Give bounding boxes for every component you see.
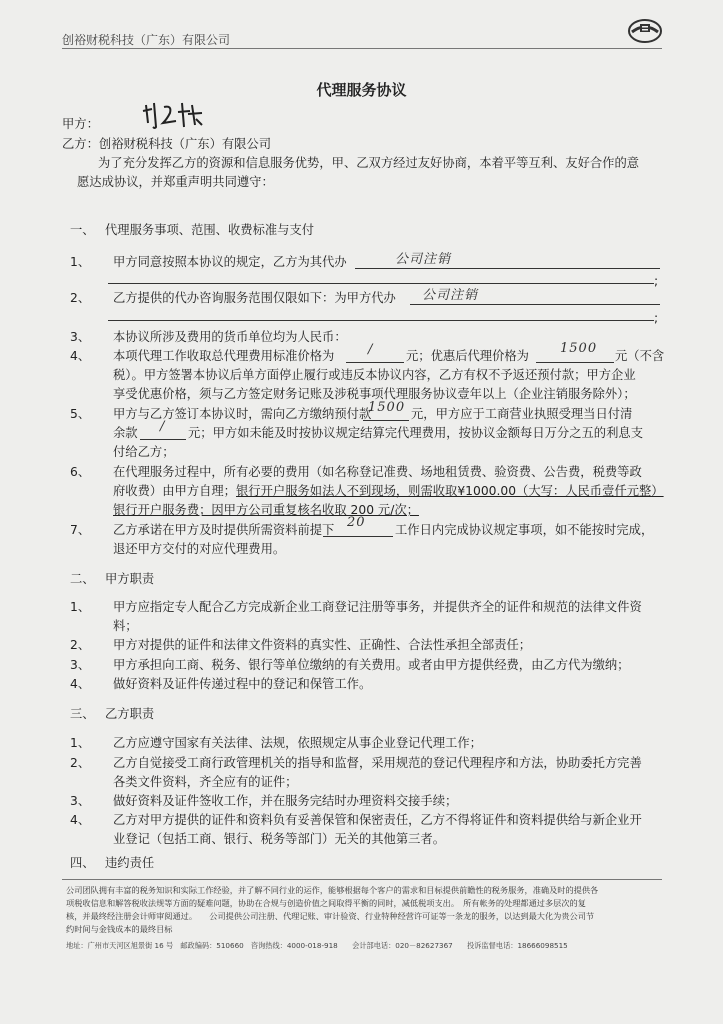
item-end-mark: ;: [654, 311, 659, 325]
item-number: 4、: [70, 677, 91, 691]
section-2-number: 二、: [70, 572, 95, 586]
item-number: 3、: [70, 330, 91, 344]
fill-in-line: [363, 420, 409, 421]
item-text-part: 工作日内完成协议规定事项，如不能按时完成，: [395, 523, 654, 537]
handwritten-entry: 1500: [560, 341, 598, 356]
footer-contact: 地址：广州市天河区旭景街 16 号 邮政编码：510660 咨询热线：4000-018-918 会计部电话：020－82627367 投诉监督电话：18666098515: [66, 941, 568, 950]
footer-divider: [62, 879, 662, 880]
section-3-title: 乙方职责: [105, 707, 155, 721]
fill-in-line: [355, 268, 660, 269]
section-1-number: 一、: [70, 223, 95, 237]
section-2-title: 甲方职责: [105, 572, 155, 586]
item-text: 料；: [113, 619, 138, 633]
handwritten-entry: 公司注销: [422, 288, 479, 303]
header-divider: [62, 48, 662, 49]
item-text: 做好资料及证件传递过程中的登记和保管工作。: [113, 677, 372, 691]
fill-in-line: [536, 362, 614, 363]
handwritten-entry: /: [160, 419, 166, 434]
item-number: 1、: [70, 736, 91, 750]
fill-in-line: [410, 304, 660, 305]
section-1-title: 代理服务事项、范围、收费标准与支付: [105, 223, 315, 237]
item-number: 1、: [70, 600, 91, 614]
intro-line-1: 为了充分发挥乙方的资源和信息服务优势，甲、乙双方经过友好协商，本着平等互利、友好合作的意: [98, 156, 640, 170]
underlined-clause: 银行开户服务费；因甲方公司重复核名收取 200 元/次；: [113, 503, 419, 517]
item-number: 2、: [70, 756, 91, 770]
underlined-clause: 银行开户服务如法人不到现场，则需收取¥1000.00（大写：人民币壹仟元整）: [236, 484, 664, 498]
item-number: 3、: [70, 658, 91, 672]
item-text-part: 元；甲方如未能及时按协议规定结算完代理费用，按协议金额每日万分之五的利息支: [188, 426, 643, 440]
item-number: 4、: [70, 349, 91, 363]
handwritten-entry: /: [368, 342, 374, 357]
item-text: 业登记（包括工商、银行、税务等部门）无关的其他第三者。: [113, 832, 446, 846]
footer-text-line: 约时间与金钱成本的最终目标: [66, 924, 173, 934]
item-text: 乙方对甲方提供的证件和资料负有妥善保管和保密责任，乙方不得将证件和资料提供给与新企业开: [113, 813, 642, 827]
item-text-part: 元（不含: [615, 349, 665, 363]
intro-line-2: 愿达成协议，并郑重声明共同遵守：: [77, 175, 274, 189]
item-number: 5、: [70, 407, 91, 421]
item-text-part: 元，甲方应于工商营业执照受理当日付清: [411, 407, 633, 421]
item-number: 4、: [70, 813, 91, 827]
handwritten-entry: 公司注销: [395, 252, 452, 267]
footer-text-line: 核，并最终经注册会计师审阅通过。 公司提供公司注册、代理记账、审计验资、行业特种经营许可证等一条龙的服务，以达到最大化为贵公司节: [66, 911, 595, 921]
item-text: 甲方同意按照本协议的规定，乙方为其代办: [113, 255, 347, 269]
item-text: 甲方对提供的证件和法律文件资料的真实性、正确性、合法性承担全部责任；: [113, 638, 532, 652]
header-company-name: 创裕财税科技（广东）有限公司: [62, 33, 231, 47]
handwritten-entry: 1500: [368, 400, 406, 415]
fill-in-line: [108, 283, 654, 284]
item-text: 乙方自觉接受工商行政管理机关的指导和监督，采用规范的登记代理程序和方法，协助委托方完善: [113, 756, 642, 770]
item-text: 做好资料及证件签收工作，并在服务完结时办理资料交接手续；: [113, 794, 458, 808]
fill-in-line: [346, 362, 404, 363]
item-text-part: 元；优惠后代理价格为: [406, 349, 529, 363]
item-text-part: 府收费）由甲方自理；: [113, 484, 236, 498]
section-4-title: 违约责任: [105, 856, 155, 870]
handwritten-entry: 20: [347, 515, 366, 530]
item-text-part: 乙方承诺在甲方及时提供所需资料前提下: [113, 523, 335, 537]
fill-in-line: [140, 439, 186, 440]
fill-in-line: [323, 536, 393, 537]
party-a-signature: [140, 97, 220, 131]
company-logo-icon: [628, 18, 662, 44]
item-text-part: 余款: [113, 426, 138, 440]
item-number: 1、: [70, 255, 91, 269]
item-text: 乙方应遵守国家有关法律、法规，依照规定从事企业登记代理工作；: [113, 736, 482, 750]
item-text-part: 本项代理工作收取总代理费用标准价格为: [113, 349, 335, 363]
page-title: 代理服务协议: [316, 81, 407, 99]
item-number: 7、: [70, 523, 91, 537]
item-number: 3、: [70, 794, 91, 808]
item-text: 甲方承担向工商、税务、银行等单位缴纳的有关费用。或者由甲方提供经费，由乙方代为缴纳；: [113, 658, 630, 672]
item-text: 享受优惠价格，须与乙方签定财务记账及涉税事项代理服务协议壹年以上（企业注销服务除外）；: [113, 387, 636, 401]
party-a-label: 甲方：: [62, 117, 99, 131]
item-text: 本协议所涉及费用的货币单位均为人民币：: [113, 330, 347, 344]
item-text: 退还甲方交付的对应代理费用。: [113, 542, 286, 556]
item-number: 6、: [70, 465, 91, 479]
item-number: 2、: [70, 291, 91, 305]
item-text: 乙方提供的代办咨询服务范围仅限如下：为甲方代办: [113, 291, 396, 305]
item-text: 甲方应指定专人配合乙方完成新企业工商登记注册等事务，并提供齐全的证件和规范的法律文件资: [113, 600, 642, 614]
item-end-mark: ;: [654, 274, 659, 288]
section-3-number: 三、: [70, 707, 95, 721]
item-text: 各类文件资料，齐全应有的证件；: [113, 775, 298, 789]
item-text: 税）。甲方签署本协议后单方面停止履行或违反本协议内容，乙方有权不予返还预付款；甲方企业: [113, 368, 636, 382]
footer-text-line: 项税收信息和解答税收法规等方面的疑难问题，协助在合规与创造价值之间取得平衡的同时，减低税项支出。 所有帐务的处理都通过多层次的复: [66, 898, 586, 908]
party-b-line: 乙方：创裕财税科技（广东）有限公司: [62, 137, 272, 151]
item-text: 付给乙方；: [113, 445, 175, 459]
fill-in-line: [108, 320, 654, 321]
footer-text-line: 公司团队拥有丰富的税务知识和实际工作经验，并了解不同行业的运作，能够根据每个客户的需求和目标提供前瞻性的税务服务，准确及时的提供各: [66, 885, 599, 895]
section-4-number: 四、: [70, 856, 95, 870]
item-text-part: 甲方与乙方签订本协议时，需向乙方缴纳预付款: [113, 407, 372, 421]
item-number: 2、: [70, 638, 91, 652]
item-text: 在代理服务过程中，所有必要的费用（如名称登记准费、场地租赁费、验资费、公告费，税费等政: [113, 465, 642, 479]
